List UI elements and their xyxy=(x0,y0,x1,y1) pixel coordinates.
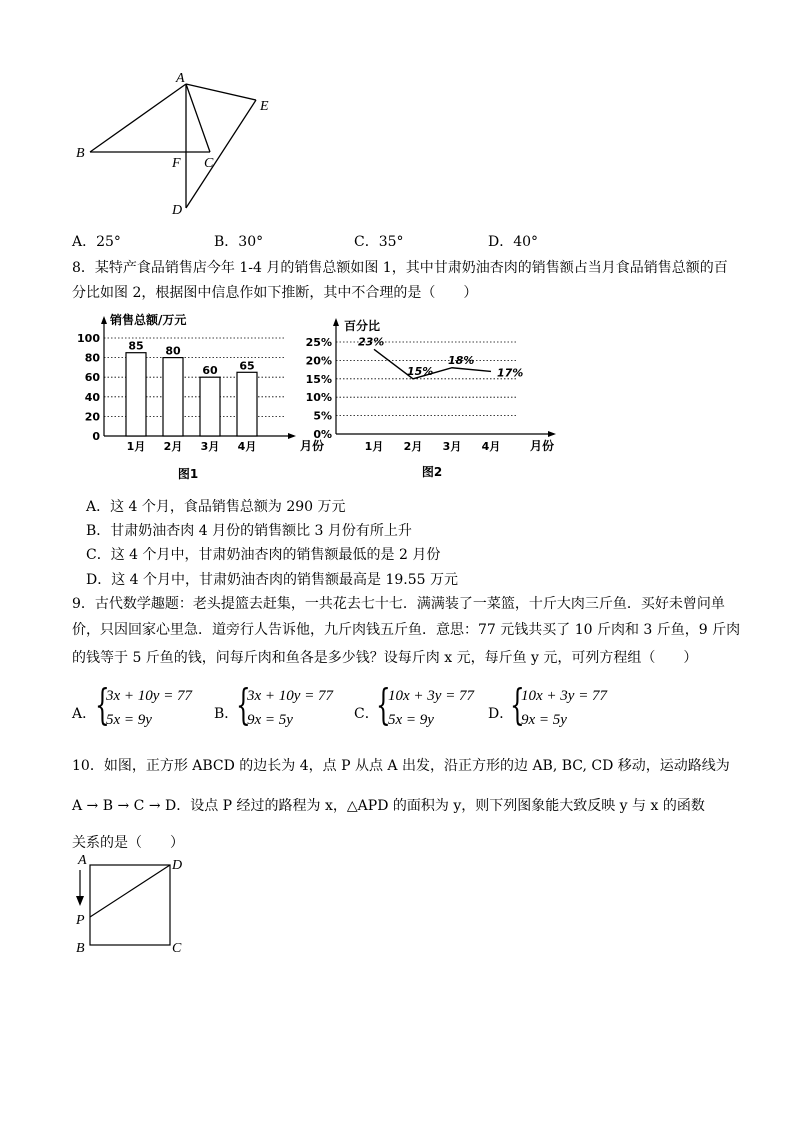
q10-stem-line1: 10．如图，正方形 ABCD 的边长为 4，点 P 从点 A 出发，沿正方形的边 AB, BC, CD 移动，运动路线为 xyxy=(72,758,730,774)
q9-option-a-brace: { xyxy=(95,680,110,729)
line-chart-fig2 xyxy=(300,312,560,482)
q7-option-c[interactable]: C．35° xyxy=(354,234,404,250)
label-d: D xyxy=(172,858,183,873)
q8-stem-line2: 分比如图 2，根据图中信息作如下推断，其中不合理的是（ ） xyxy=(72,285,478,301)
y-tick-label: 40 xyxy=(84,390,100,404)
q10-stem-line3: 关系的是（ ） xyxy=(72,835,184,851)
q9-stem-line2: 价，只因回家心里急．道旁行人告诉他，九斤肉钱五斤鱼．意思：77 元钱共买了 10 斤肉和 3 斤鱼，9 斤肉 xyxy=(72,622,741,638)
q8-option-a[interactable]: A．这 4 个月，食品销售总额为 290 万元 xyxy=(86,499,346,515)
label-b: B xyxy=(76,146,85,161)
label-p: P xyxy=(76,913,85,928)
point-value-label: 18% xyxy=(448,353,475,367)
y-tick-label: 0% xyxy=(313,428,332,441)
q9-option-d-label[interactable]: D． xyxy=(488,706,514,722)
point-value-label: 23% xyxy=(358,335,385,349)
x-tick-label: 3月 xyxy=(200,440,220,453)
label-d: D xyxy=(172,203,183,218)
q9-option-c-label[interactable]: C． xyxy=(354,706,379,722)
x-axis-arrow xyxy=(288,433,296,439)
q9-option-d-eq1: 10x + 3y = 77 xyxy=(521,688,608,704)
segment-pd xyxy=(90,865,170,917)
y-tick-label: 0 xyxy=(92,430,100,443)
y-tick-label: 20 xyxy=(84,410,100,424)
bar xyxy=(200,377,220,436)
triangle-figure xyxy=(70,68,290,223)
segment-ab xyxy=(90,84,186,152)
y-tick-label: 5% xyxy=(313,409,332,423)
q9-option-a-eq1: 3x + 10y = 77 xyxy=(106,688,193,704)
y-axis-title: 百分比 xyxy=(344,319,381,333)
x-tick-label: 4月 xyxy=(481,440,501,453)
x-tick-label: 4月 xyxy=(237,440,257,453)
q7-option-a[interactable]: A．25° xyxy=(72,234,121,250)
y-axis-title: 销售总额/万元 xyxy=(110,313,187,327)
x-axis-arrow xyxy=(548,431,556,437)
x-tick-label: 2月 xyxy=(163,440,183,453)
y-axis-arrow xyxy=(333,318,339,326)
x-axis-title: 月份 xyxy=(530,439,555,453)
q9-option-a-label[interactable]: A． xyxy=(72,706,97,722)
q9-option-a-eq2: 5x = 9y xyxy=(106,712,152,728)
label-f: F xyxy=(172,156,181,171)
q9-option-d-eq2: 9x = 5y xyxy=(521,712,567,728)
x-tick-label: 2月 xyxy=(403,440,423,453)
bar xyxy=(237,372,257,436)
label-c: C xyxy=(204,156,214,171)
label-c: C xyxy=(172,941,182,956)
q9-option-b-eq1: 3x + 10y = 77 xyxy=(247,688,334,704)
y-tick-label: 15% xyxy=(305,372,332,386)
bar xyxy=(163,358,183,436)
q7-option-d[interactable]: D．40° xyxy=(488,234,539,250)
chart-caption: 图2 xyxy=(421,465,443,479)
y-tick-label: 20% xyxy=(305,354,332,368)
q7-option-b[interactable]: B．30° xyxy=(214,234,264,250)
y-tick-label: 60 xyxy=(84,371,100,385)
q9-option-c-eq1: 10x + 3y = 77 xyxy=(388,688,475,704)
motion-arrow-head-icon xyxy=(76,896,84,906)
label-b: B xyxy=(76,941,85,956)
segment-ae xyxy=(186,84,256,100)
bar xyxy=(126,353,146,436)
q9-option-c-eq2: 5x = 9y xyxy=(388,712,434,728)
y-tick-label: 100 xyxy=(77,332,100,345)
label-a: A xyxy=(176,71,185,86)
q8-option-b[interactable]: B．甘肃奶油杏肉 4 月份的销售额比 3 月份有所上升 xyxy=(86,523,412,539)
q9-stem-line1: 9．古代数学趣题：老头提篮去赶集，一共花去七十七．满满装了一菜篮，十斤大肉三斤鱼．买好未曾问单 xyxy=(72,596,725,612)
x-axis-title: 月份 xyxy=(300,439,325,453)
bar-value-label: 65 xyxy=(239,359,255,373)
q8-option-d[interactable]: D．这 4 个月中，甘肃奶油杏肉的销售额最高是 19.55 万元 xyxy=(86,572,459,588)
label-e: E xyxy=(260,99,269,114)
label-a: A xyxy=(78,853,87,868)
q9-option-b-brace: { xyxy=(236,680,251,729)
bar-value-label: 60 xyxy=(202,364,218,378)
bar-value-label: 85 xyxy=(128,339,144,353)
x-tick-label: 1月 xyxy=(364,440,384,453)
x-tick-label: 1月 xyxy=(126,440,146,453)
y-tick-label: 10% xyxy=(305,391,332,405)
bar-value-label: 80 xyxy=(165,344,181,358)
y-axis-arrow xyxy=(101,316,107,324)
point-value-label: 17% xyxy=(497,366,524,380)
square-abcd xyxy=(90,865,170,945)
q8-option-c[interactable]: C．这 4 个月中，甘肃奶油杏肉的销售额最低的是 2 月份 xyxy=(86,547,441,563)
segment-ed xyxy=(186,100,256,208)
q9-option-b-eq2: 9x = 5y xyxy=(247,712,293,728)
chart-caption: 图1 xyxy=(177,467,199,481)
square-figure xyxy=(70,852,200,957)
q8-stem-line1: 8．某特产食品销售店今年 1-4 月的销售总额如图 1，其中甘肃奶油杏肉的销售额占当月食品销售总额的百 xyxy=(72,260,728,276)
q9-option-b-label[interactable]: B． xyxy=(214,706,239,722)
q9-option-c-brace: { xyxy=(376,680,391,729)
q9-option-d-brace: { xyxy=(510,680,525,729)
q9-stem-line3: 的钱等于 5 斤鱼的钱，问每斤肉和鱼各是多少钱？设每斤肉 x 元，每斤鱼 y 元，可列方程组（ ） xyxy=(72,650,698,666)
y-tick-label: 80 xyxy=(84,351,100,365)
point-value-label: 15% xyxy=(407,364,434,378)
y-tick-label: 25% xyxy=(305,336,332,349)
segment-ac xyxy=(186,84,210,152)
x-tick-label: 3月 xyxy=(442,440,462,453)
q10-stem-line2: A → B → C → D．设点 P 经过的路程为 x，△APD 的面积为 y，则下列图象能大致反映 y 与 x 的函数 xyxy=(72,798,705,814)
